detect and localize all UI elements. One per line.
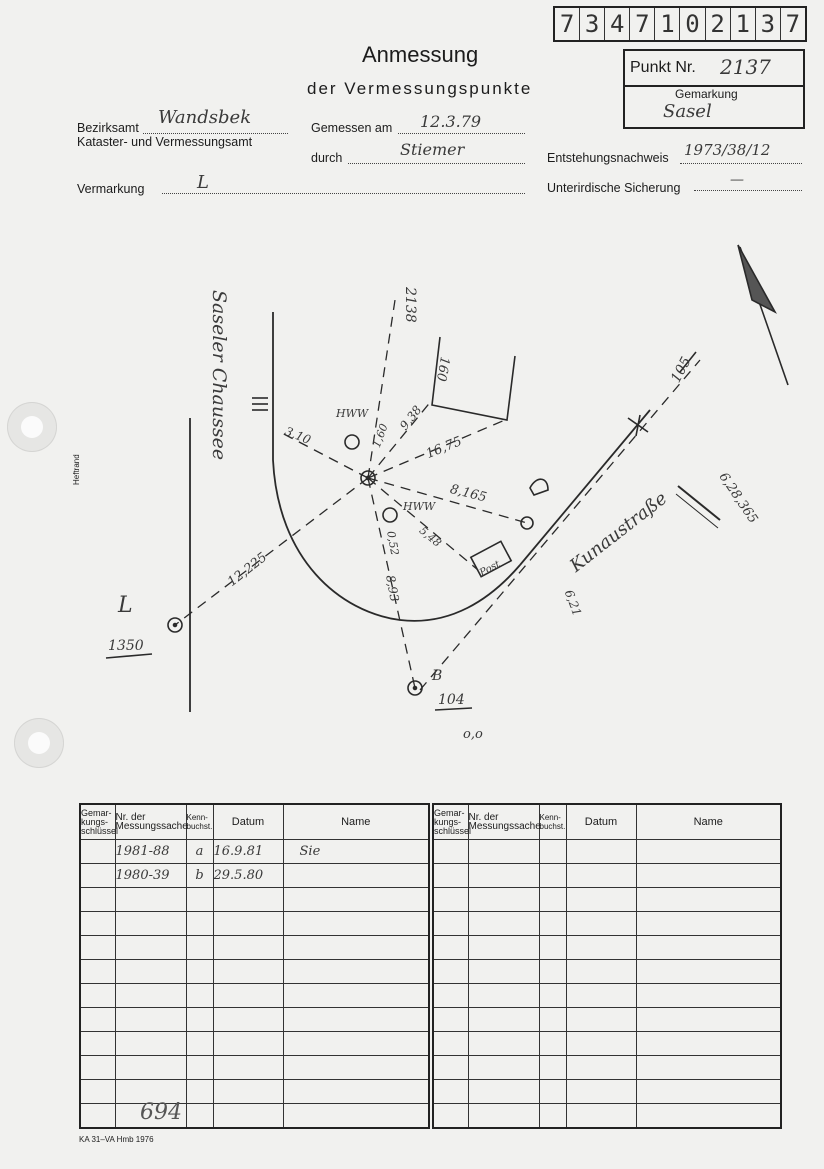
sheet-digit: 1 (731, 8, 756, 40)
ray-8165 (368, 478, 527, 523)
ray-105 (420, 360, 700, 690)
dist-548: 5,48 (416, 524, 444, 550)
north-arrow-head (738, 245, 775, 312)
top-point-number: 2138 (402, 287, 418, 323)
dist-052: 0,52 (384, 530, 402, 557)
point-l-label: L (118, 593, 133, 618)
heftrand-label: Heftrand (72, 454, 81, 485)
unterirdisch-value: — (730, 172, 744, 188)
misc-mark: o,o (463, 727, 483, 742)
sheet-digit: 4 (605, 8, 630, 40)
dist-938: 9,38 (397, 402, 425, 433)
header-gemarkungsschluessel: Gemar-kungs-schlüssel (433, 804, 468, 840)
header-gemarkungsschluessel: Gemar-kungs-schlüssel (80, 804, 115, 840)
vermarkung-value: L (197, 172, 209, 193)
dist-621: 6,21 (561, 588, 585, 618)
punkt-label: Punkt Nr. (630, 59, 696, 76)
gemarkung-label: Gemarkung (675, 87, 738, 101)
dist-1225: 12,225 (225, 549, 271, 590)
header-messungssache: Nr. der Messungssache (115, 804, 186, 840)
ray-1225 (175, 478, 368, 625)
kunaustrasse-curb (520, 410, 650, 565)
entstehung-label: Entstehungsnachweis (547, 151, 669, 165)
point-l-number: 1350 (108, 638, 144, 654)
header-datum: Datum (566, 804, 636, 840)
sheet-digit: 3 (756, 8, 781, 40)
bezirksamt-value: Wandsbek (158, 107, 252, 128)
dist-160: 1,60 (370, 421, 391, 450)
hydrant-2-point (383, 508, 397, 522)
header-name: Name (636, 804, 781, 840)
header-name: Name (283, 804, 429, 840)
record-table-left (79, 803, 430, 1129)
gemessen-label: Gemessen am (311, 121, 393, 135)
header-kennbuchst: Kenn-buchst. (186, 804, 213, 840)
form-subtitle: der Vermessungspunkte (307, 79, 533, 98)
sheet-digit: 0 (680, 8, 705, 40)
sheet-digit: 3 (580, 8, 605, 40)
post-label: Post (478, 558, 503, 579)
sheet-digit: 7 (555, 8, 580, 40)
sheet-digit: 1 (655, 8, 680, 40)
point-b-label: B (432, 668, 443, 684)
sheet-digit: 2 (706, 8, 731, 40)
form-title: Anmessung (362, 42, 479, 67)
lamp-symbol (530, 479, 548, 495)
amt-label: Kataster- und Vermessungsamt (77, 135, 253, 149)
header-datum: Datum (213, 804, 283, 840)
lamp-point (521, 517, 533, 529)
point-b-number: 104 (438, 692, 465, 708)
sheet-digit: 7 (630, 8, 655, 40)
right-point-number: 105 (668, 354, 695, 386)
vermarkung-label: Vermarkung (77, 182, 145, 196)
gemessen-value: 12.3.79 (420, 112, 482, 131)
header-messungssache: Nr. der Messungssache (468, 804, 539, 840)
durch-value: Stiemer (400, 140, 465, 159)
hydrant-1-label: HWW (336, 407, 369, 420)
street-saseler-label: Saseler Chaussee (208, 290, 230, 461)
record-table-right (432, 803, 782, 1129)
form-footer: KA 31–VA Hmb 1976 (79, 1135, 154, 1144)
hydrant-2-label: HWW (403, 500, 436, 513)
header-kennbuchst: Kenn-buchst. (539, 804, 566, 840)
table-row: 1981-88 a 16.9.81 Sie (80, 840, 429, 864)
punkt-value: 2137 (720, 55, 771, 79)
dist-8165: 8,165 (448, 482, 489, 506)
gemarkung-value: Sasel (663, 101, 712, 122)
dist-1675: 16,75 (424, 434, 465, 462)
street-kunau-label: Kunaustraße (566, 487, 672, 577)
ray-2138 (368, 300, 395, 478)
entstehung-value: 1973/38/12 (684, 141, 771, 159)
bezirksamt-label: Bezirksamt (77, 121, 139, 135)
bottom-note: 694 (140, 1100, 182, 1125)
table-row: 1980-39 b 29.5.80 (80, 864, 429, 888)
dist-28365: 6,28,365 (715, 470, 761, 527)
dist-893: 8,93 (383, 574, 402, 603)
unterirdisch-label: Unterirdische Sicherung (547, 181, 681, 195)
sheet-digit: 7 (785, 10, 801, 38)
hydrant-1-point (345, 435, 359, 449)
dist-310: 3,10 (282, 424, 313, 447)
building-number: 160 (432, 355, 452, 383)
durch-label: durch (311, 151, 343, 165)
